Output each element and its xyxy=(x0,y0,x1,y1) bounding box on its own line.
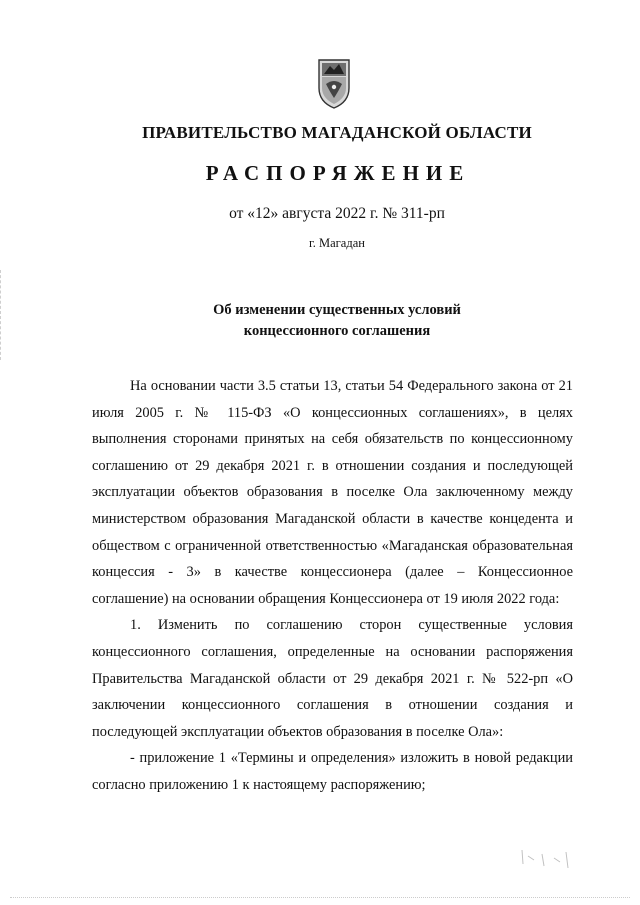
scan-bottom-edge xyxy=(10,897,630,899)
subject-line-2: концессионного соглашения xyxy=(243,323,431,339)
scan-noise-marks xyxy=(514,846,584,876)
body-paragraph-preamble: На основании части 3.5 статьи 13, статьи 54 Федерального закона от 21 июля 2005 г. № 115-ФЗ «О концессионных соглашениях», в целях выполнения сторонами принятых на себя обязательств по концессионному соглашению от 29 декабря 2021 г. в отношении создания и последующей эксплуатации объектов образования в поселке Ола заключенному между министерством образования Магаданской области в качестве концедента и обществом с ограниченной ответственностью «Магаданская образовательная концессия - 3» в качестве концессионера (далее – Концессионное соглашение) на основании обращения Концессионера от 19 июля 2022 года: xyxy=(92,378,573,607)
body-paragraph-item-1: 1. Изменить по соглашению сторон существенные условия концессионного соглашения, определенные на основании распоряжения Правительства Магаданской области от 29 декабря 2021 г. № 522-рп «О заключении концессионного соглашения в отношении создания и последующей эксплуатации объектов образования в поселке Ола»: xyxy=(92,617,573,740)
subject-line-1: Об изменении существенных условий xyxy=(213,302,461,318)
government-name: ПРАВИТЕЛЬСТВО МАГАДАНСКОЙ ОБЛАСТИ xyxy=(142,123,532,142)
scan-margin-artifact xyxy=(0,270,4,360)
coat-of-arms-icon xyxy=(316,58,352,110)
body-paragraph-subitem: - приложение 1 «Термины и определения» изложить в новой редакции согласно приложению 1 к настоящему распоряжению; xyxy=(92,750,573,793)
document-city: г. Магадан xyxy=(309,236,365,250)
document-subject xyxy=(0,300,640,342)
document-date-number: от «12» августа 2022 г. № 311-рп xyxy=(229,205,445,222)
document-body xyxy=(92,373,573,799)
document-type: РАСПОРЯЖЕНИЕ xyxy=(205,161,471,185)
